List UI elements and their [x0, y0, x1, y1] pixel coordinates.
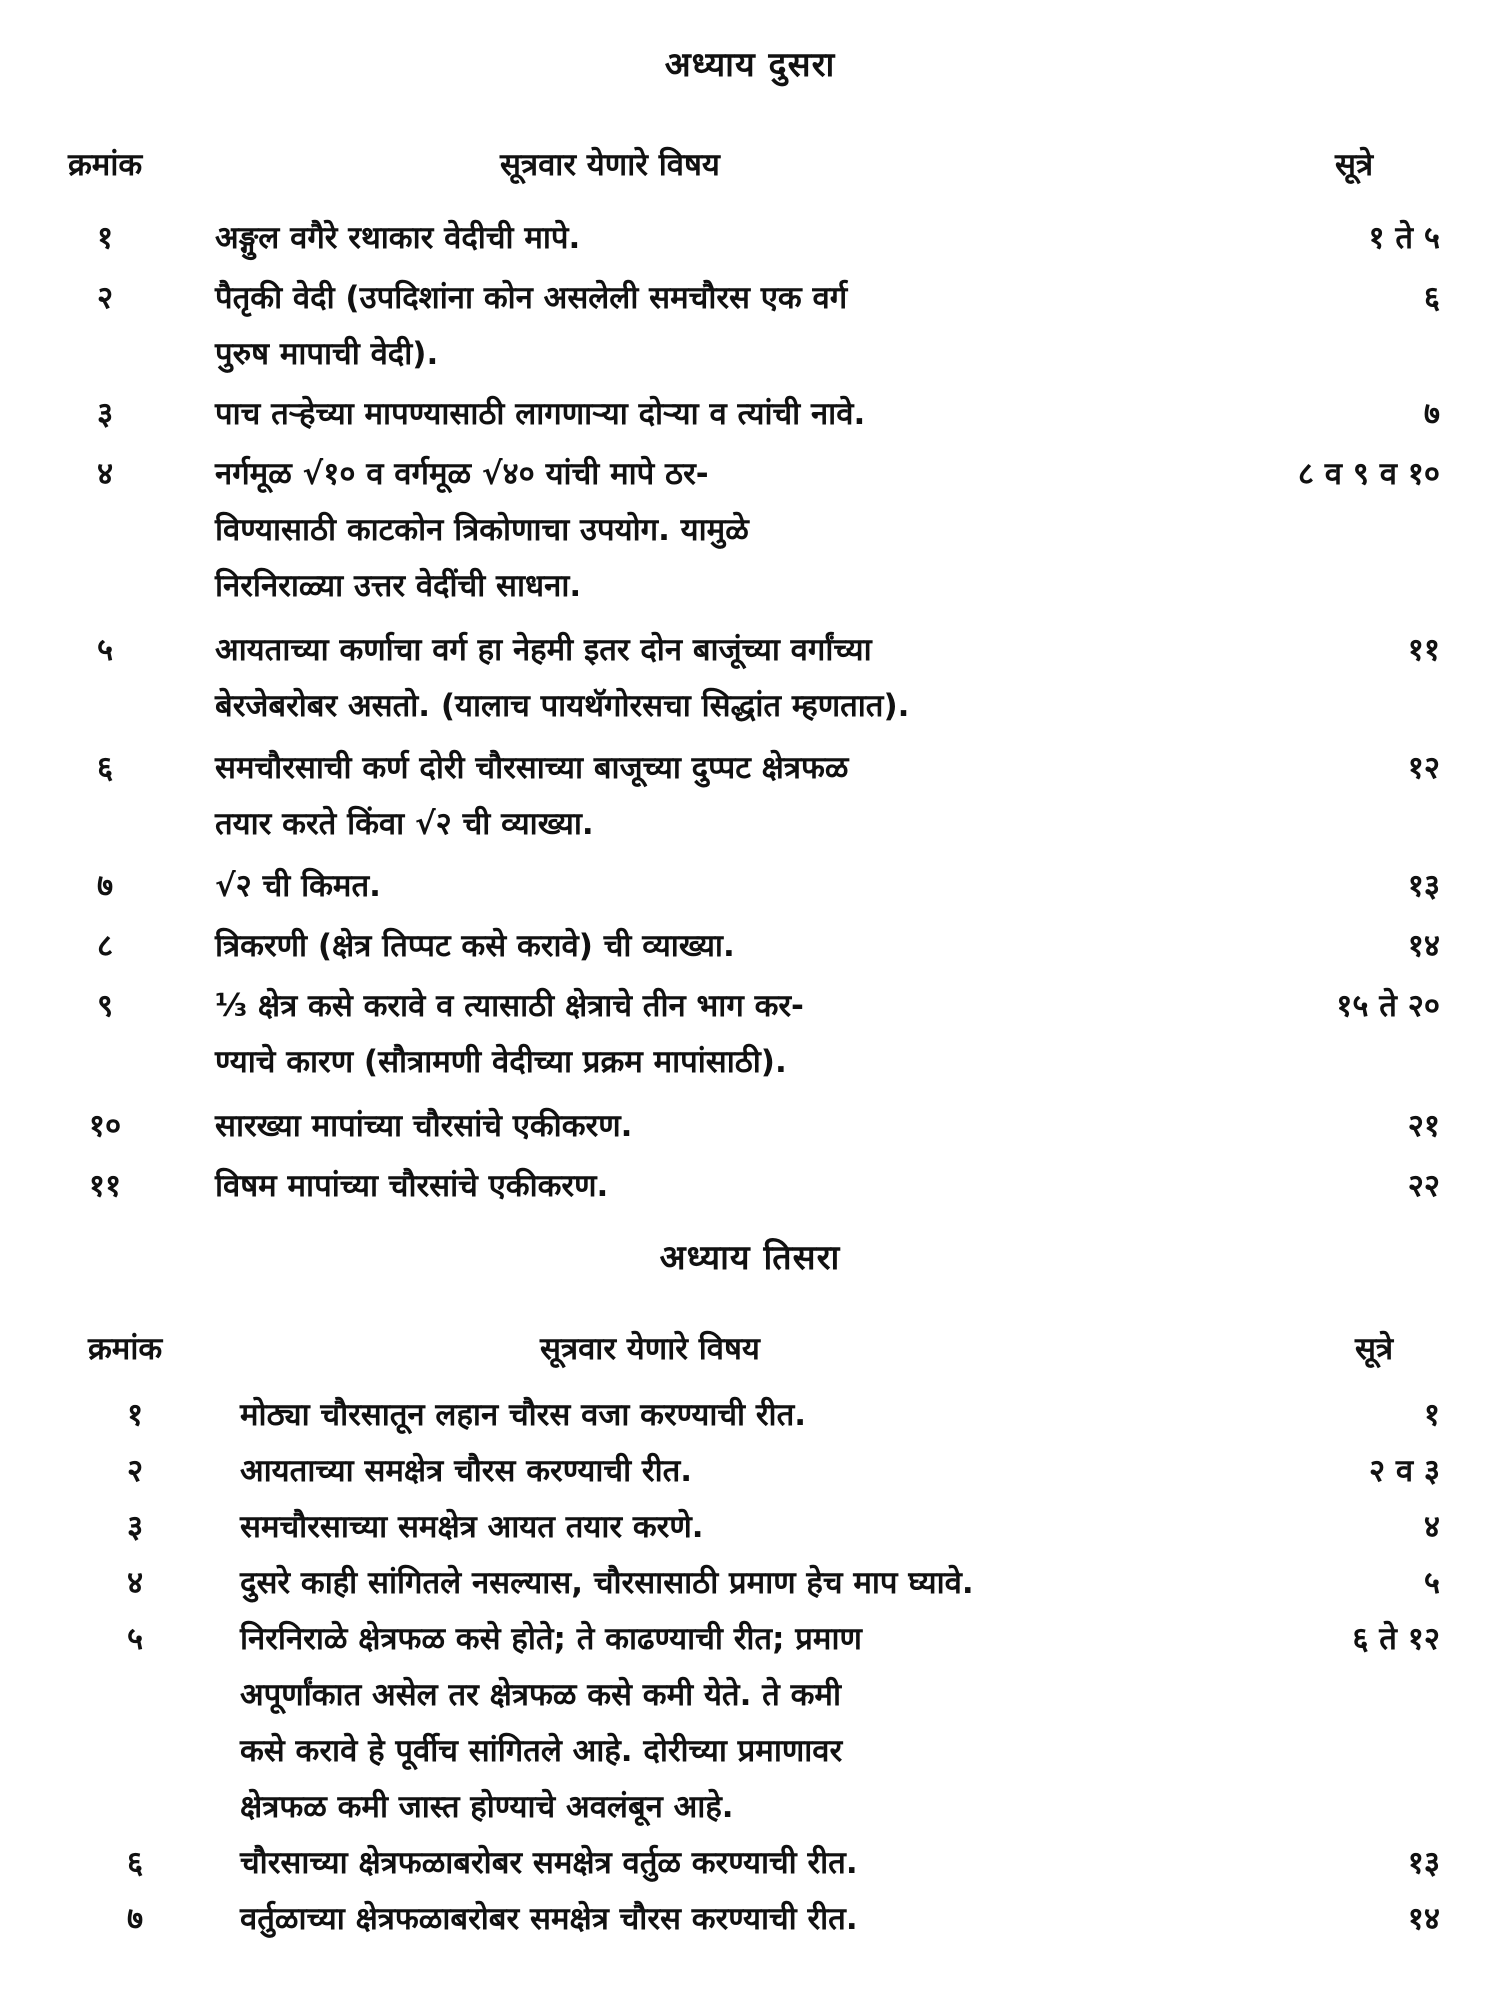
row-number: ७: [126, 1901, 144, 1937]
row-subject-continuation: विण्यासाठी काटकोन त्रिकोणाचा उपयोग. यामुळे: [215, 512, 749, 548]
row-subject-continuation: बेरजेबरोबर असतो. (यालाच पायथॅगोरसचा सिद्धांत म्हणतात).: [215, 688, 910, 724]
table-row: [0, 918, 1500, 976]
row-subject-continuation: निरनिराळ्या उत्तर वेदींची साधना.: [215, 568, 582, 604]
table-row: [0, 1555, 1500, 1613]
row-subject: ⅓ क्षेत्र कसे करावे व त्यासाठी क्षेत्राचे तीन भाग कर-: [215, 988, 804, 1024]
table-row: [0, 1611, 1500, 1825]
chapter-2-header-number: क्रमांक: [68, 147, 143, 183]
row-subject-continuation: अपूर्णांकात असेल तर क्षेत्रफळ कसे कमी येते. ते कमी: [240, 1677, 841, 1713]
row-number: ९: [96, 988, 114, 1024]
chapter-2-header-subject: सूत्रवार येणारे विषय: [500, 147, 720, 183]
row-number: ७: [96, 868, 114, 904]
row-subject: समचौरसाच्या समक्षेत्र आयत तयार करणे.: [240, 1509, 704, 1545]
table-row: [0, 270, 1500, 372]
table-row: [0, 386, 1500, 444]
chapter-2-title: अध्याय दुसरा: [664, 45, 836, 85]
row-subject: त्रिकरणी (क्षेत्र तिप्पट कसे करावे) ची व्याख्या.: [215, 928, 735, 964]
row-sutra: ४: [1423, 1509, 1440, 1545]
row-subject: नर्गमूळ √१० व वर्गमूळ √४० यांची मापे ठर-: [215, 456, 709, 492]
row-number: ६: [126, 1845, 144, 1881]
row-number: ५: [96, 632, 114, 668]
row-number: १०: [88, 1108, 122, 1144]
chapter-2-header-sutra: सूत्रे: [1335, 147, 1374, 183]
row-sutra: २१: [1407, 1108, 1440, 1144]
row-sutra: १२: [1407, 750, 1440, 786]
row-number: ३: [96, 396, 114, 432]
table-row: [0, 1443, 1500, 1501]
row-sutra: १३: [1407, 868, 1440, 904]
row-subject-continuation: पुरुष मापाची वेदी).: [215, 336, 439, 372]
row-number: ३: [126, 1509, 144, 1545]
row-sutra: १३: [1407, 1845, 1440, 1881]
row-sutra: १ ते ५: [1368, 220, 1440, 256]
row-subject: पाच तऱ्हेच्या मापण्यासाठी लागणाऱ्या दोऱ्या व त्यांची नावे.: [215, 396, 866, 432]
table-row: [0, 1387, 1500, 1445]
table-row: [0, 1499, 1500, 1557]
row-subject: वर्तुळाच्या क्षेत्रफळाबरोबर समक्षेत्र चौरस करण्याची रीत.: [240, 1901, 858, 1937]
row-sutra: ११: [1407, 632, 1440, 668]
table-row: [0, 446, 1500, 604]
table-row: [0, 978, 1500, 1080]
chapter-3-header-subject: सूत्रवार येणारे विषय: [540, 1331, 760, 1367]
row-subject: √२ ची किमत.: [215, 868, 381, 904]
row-number: ५: [126, 1621, 144, 1657]
row-number: ८: [96, 928, 114, 964]
chapter-3-header-sutra: सूत्रे: [1355, 1331, 1394, 1367]
row-sutra: ७: [1423, 396, 1440, 432]
row-subject: निरनिराळे क्षेत्रफळ कसे होते; ते काढण्याची रीत; प्रमाण: [240, 1621, 862, 1657]
row-subject-continuation: कसे करावे हे पूर्वीच सांगितले आहे. दोरीच्या प्रमाणावर: [240, 1733, 843, 1769]
row-sutra: १: [1423, 1397, 1440, 1433]
row-number: ११: [88, 1168, 122, 1204]
row-sutra: १४: [1407, 1901, 1440, 1937]
table-row: [0, 1098, 1500, 1156]
row-number: ६: [96, 750, 114, 786]
table-row: [0, 1891, 1500, 1949]
chapter-3-title: अध्याय तिसरा: [659, 1238, 841, 1278]
table-row: [0, 740, 1500, 842]
chapter-3-header-number: क्रमांक: [88, 1331, 163, 1367]
row-sutra: ६ ते १२: [1352, 1621, 1440, 1657]
row-subject-continuation: तयार करते किंवा √२ ची व्याख्या.: [215, 806, 594, 842]
row-subject: मोठ्या चौरसातून लहान चौरस वजा करण्याची रीत.: [240, 1397, 807, 1433]
row-number: ४: [96, 456, 114, 492]
row-subject-continuation: क्षेत्रफळ कमी जास्त होण्याचे अवलंबून आहे.: [240, 1789, 734, 1825]
row-subject: पैतृकी वेदी (उपदिशांना कोन असलेली समचौरस एक वर्ग: [215, 280, 848, 316]
row-number: ४: [126, 1565, 144, 1601]
row-subject: अङ्गुल वगैरे रथाकार वेदीची मापे.: [215, 220, 581, 256]
row-number: २: [96, 280, 114, 316]
row-subject: दुसरे काही सांगितले नसल्यास, चौरसासाठी प्रमाण हेच माप घ्यावे.: [240, 1565, 974, 1601]
table-row: [0, 210, 1500, 268]
table-row: [0, 1158, 1500, 1216]
table-row: [0, 1835, 1500, 1893]
table-row: [0, 858, 1500, 916]
row-subject: समचौरसाची कर्ण दोरी चौरसाच्या बाजूच्या दुप्पट क्षेत्रफळ: [215, 750, 849, 786]
row-subject: सारख्या मापांच्या चौरसांचे एकीकरण.: [215, 1108, 633, 1144]
row-number: १: [126, 1397, 144, 1433]
row-sutra: ६: [1423, 280, 1440, 316]
row-subject: आयताच्या समक्षेत्र चौरस करण्याची रीत.: [240, 1453, 693, 1489]
row-sutra: ५: [1423, 1565, 1440, 1601]
row-subject: आयताच्या कर्णाचा वर्ग हा नेहमी इतर दोन बाजूंच्या वर्गांच्या: [215, 632, 872, 668]
row-sutra: २२: [1407, 1168, 1440, 1204]
row-sutra: १५ ते २०: [1336, 988, 1440, 1024]
row-number: २: [126, 1453, 144, 1489]
row-sutra: १४: [1407, 928, 1440, 964]
row-subject-continuation: ण्याचे कारण (सौत्रामणी वेदीच्या प्रक्रम मापांसाठी).: [215, 1044, 787, 1080]
row-subject: चौरसाच्या क्षेत्रफळाबरोबर समक्षेत्र वर्तुळ करण्याची रीत.: [240, 1845, 858, 1881]
table-row: [0, 622, 1500, 724]
row-sutra: ८ व ९ व १०: [1297, 456, 1440, 492]
row-sutra: २ व ३: [1368, 1453, 1440, 1489]
row-subject: विषम मापांच्या चौरसांचे एकीकरण.: [215, 1168, 609, 1204]
row-number: १: [96, 220, 114, 256]
